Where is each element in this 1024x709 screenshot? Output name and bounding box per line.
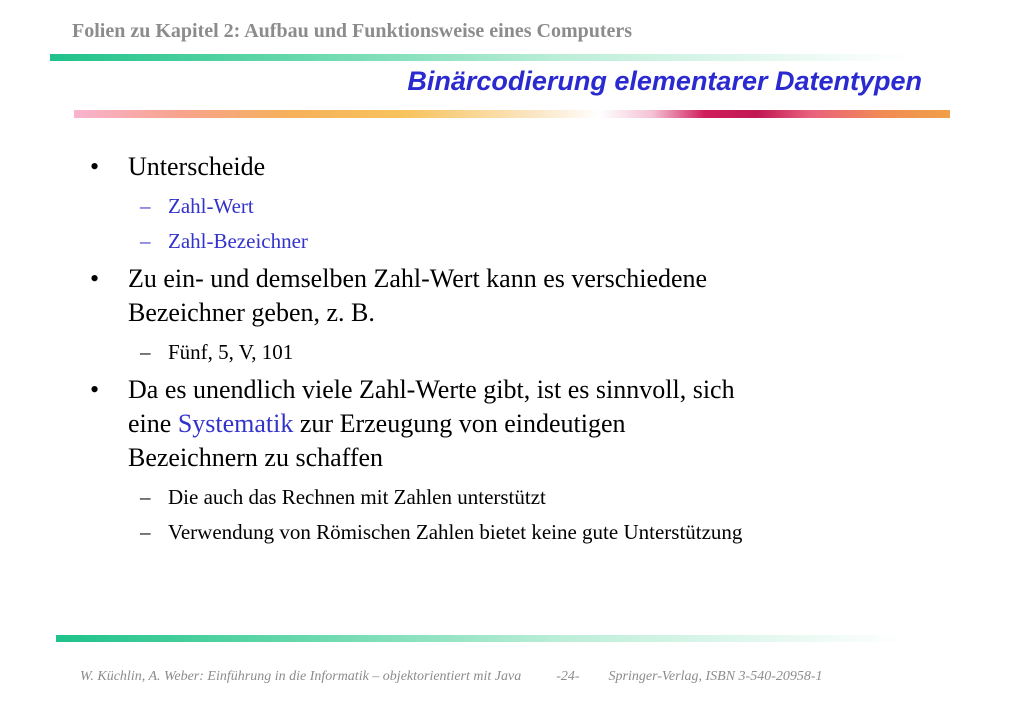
sub-text: Verwendung von Römischen Zahlen bietet keine gute Unterstützung [168,520,743,544]
sub-text: Die auch das Rechnen mit Zahlen unterstützt [168,485,546,509]
bullet-text-line: Bezeichner geben, z. B. [128,298,375,327]
header-title: Folien zu Kapitel 2: Aufbau und Funktionsweise eines Computers [72,20,633,42]
bullet-text-fragment: zur Erzeugung von eindeutigen [293,409,626,438]
sub-marker: – [140,194,151,218]
sub-marker: – [140,485,151,509]
highlight-term: Systematik [177,409,294,438]
slide-content [90,150,950,553]
slide-title: Binärcodierung elementarer Datentypen [407,66,922,96]
bullet-text-fragment: eine [128,409,178,438]
sub-marker: – [140,340,151,364]
header-divider [50,54,910,61]
footer-divider [56,635,906,642]
bullet-item [90,150,950,184]
sub-item [90,192,950,220]
title-divider [74,110,950,118]
sub-marker: – [140,229,151,253]
sub-item [90,227,950,255]
bullet-text-line: Da es unendlich viele Zahl-Werte gibt, ist es sinnvoll, sich [128,375,735,404]
sub-item [90,518,950,546]
bullet-marker: • [90,152,100,181]
bullet-item [90,262,950,330]
footer-page-number: -24- [556,669,580,684]
sub-item [90,338,950,366]
bullet-text-line: Zu ein- und demselben Zahl-Wert kann es verschiedene [128,264,708,293]
bullet-marker: • [90,264,100,293]
sub-text: Fünf, 5, V, 101 [168,340,294,364]
sub-item [90,483,950,511]
bullet-item [90,373,950,475]
footer-authors: W. Küchlin, A. Weber: Einführung in die Informatik – objektorientiert mit Java [80,669,522,684]
footer [80,669,823,685]
sub-text: Zahl-Bezeichner [168,229,308,253]
bullet-text: Unterscheide [128,152,266,181]
footer-publisher: Springer-Verlag, ISBN 3-540-20958-1 [608,669,823,684]
bullet-text-line: Bezeichnern zu schaffen [128,443,384,472]
bullet-marker: • [90,375,100,404]
sub-marker: – [140,520,151,544]
sub-text: Zahl-Wert [168,194,254,218]
